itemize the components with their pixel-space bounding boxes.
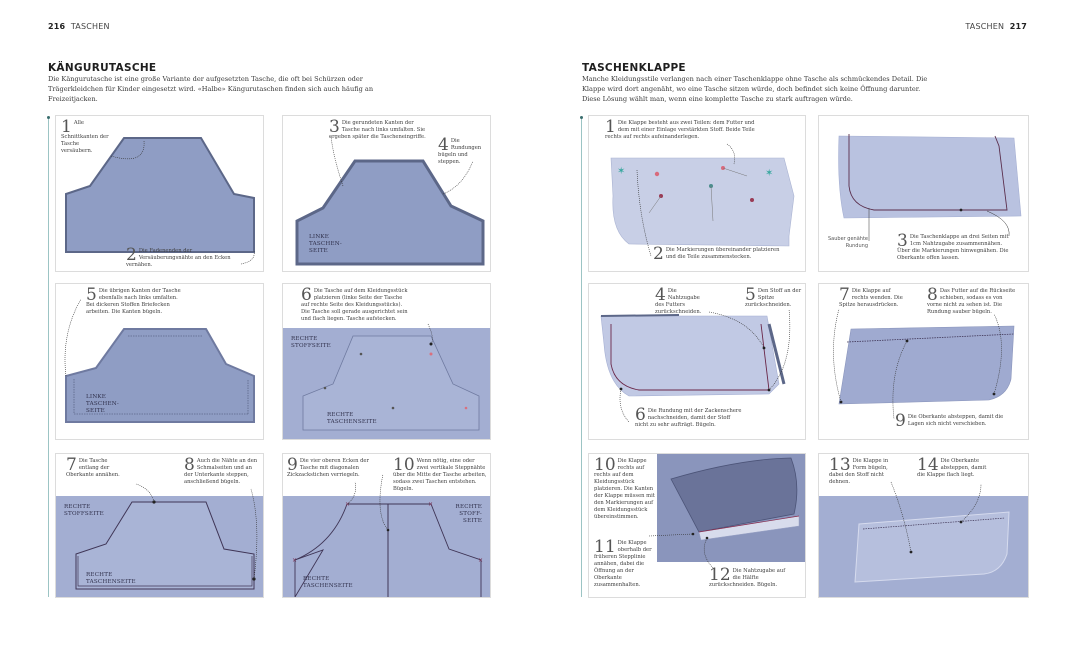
step-caption: 9 Die Oberkante absteppen, damit die Lagen sich nicht verschieben. [895, 411, 1004, 431]
step-caption: 2 Die Fadenenden der Versäuberungsnähte an den Ecken vernähen. [126, 245, 231, 268]
step-panel-4 [282, 283, 491, 440]
svg-text:✶: ✶ [765, 168, 774, 179]
step-caption: 7 Die Klappe auf rechts wenden. Die Spitze herausdrücken. [839, 285, 903, 308]
left-page [0, 0, 537, 648]
page-number: 217 [1009, 22, 1027, 31]
step-caption: 9 Die vier oberen Ecken der Tasche mit diagonalen Zickzackstichen verriegeln. [287, 455, 369, 478]
step-caption: 14 Die Oberkante absteppen, damit die Klappe flach liegt. [917, 455, 987, 478]
step-caption: 8 Auch die Nähte an den Schmalseiten und an der Unterkante steppen, anschließend bügeln. [184, 455, 258, 485]
step-caption: 6 Die Tasche auf dem Kleidungsstück platzieren (linke Seite der Tasche auf rechte Seite des Kleidungsstücks). Die Tasche soll gerade ausgerichtet sein und flach liegen. Tasche aufstecken. [301, 285, 408, 322]
fabric-side-label: LINKE TASCHEN- SEITE [86, 394, 119, 414]
pocket-side-label: RECHTE TASCHENSEITE [327, 412, 377, 425]
section-name: TASCHEN [965, 22, 1005, 31]
accent-dot [47, 116, 50, 119]
pocket-side-label: RECHTE TASCHENSEITE [86, 572, 136, 585]
step-caption: 11 Die Klappe oberhalb der früheren Stepplinie annähen, dabei die Öffnung an der Oberkante zusammenhalten. [594, 537, 652, 588]
step-caption: 5 Den Stoff an der Spitze zurückschneiden. [745, 285, 802, 308]
folio-left [48, 22, 110, 31]
step-panel-5 [55, 453, 264, 598]
fabric-side-label: RECHTE STOFFSEITE [64, 504, 104, 517]
step-panel-r5 [588, 453, 806, 598]
step-panel-r1 [588, 115, 806, 272]
step-caption: 10 Wenn nötig, eine oder zwei vertikale Steppnähte über die Mitte der Tasche arbeiten, sodass zwei Taschen entstehen. Bügeln. [393, 455, 487, 492]
page-number: 216 [48, 22, 66, 31]
step-panel-1 [55, 115, 264, 272]
step-caption: 1 Die Klappe besteht aus zwei Teilen: dem Futter und dem mit einer Einlage verstärkten Stoff. Beide Teile rechts auf rechts aufeinanderlegen. [605, 117, 755, 140]
right-page [538, 0, 1075, 648]
step-panel-r2 [818, 115, 1029, 272]
svg-text:✶: ✶ [617, 166, 626, 177]
section-name: TASCHEN [70, 22, 110, 31]
step-caption: 5 Die übrigen Kanten der Tasche ebenfalls nach links umfalten. Bei dickeren Stoffen Briefecken arbeiten. Die Kanten bügeln. [86, 285, 181, 315]
svg-text:×: × [292, 557, 298, 564]
step-panel-r4 [818, 283, 1029, 440]
step-panel-r6 [818, 453, 1029, 598]
step-caption: 4 Die Nahtzugabe des Futters zurückschneiden. [655, 285, 702, 315]
folio-right [965, 22, 1027, 31]
step-caption: 6 Die Rundung mit der Zackenschere nachschneiden, damit der Stoff nicht zu sehr aufträgt. Bügeln. [635, 405, 742, 428]
accent-line [48, 117, 49, 597]
accent-dot [580, 116, 583, 119]
annotation-note: Sauber genähte Rundung [828, 236, 868, 249]
step-caption: 8 Das Futter auf die Rückseite schieben, sodass es von vorne nicht zu sehen ist. Die Rundung sauber bügeln. [927, 285, 1016, 315]
step-caption: 12 Die Nahtzugabe auf die Hälfte zurückschneiden. Bügeln. [709, 565, 786, 588]
fabric-side-label: RECHTE STOFFSEITE [291, 336, 331, 349]
fabric-side-label: LINKE TASCHEN- SEITE [309, 234, 342, 254]
step-caption: 4 Die Rundungen bügeln und steppen. [438, 135, 482, 165]
step-caption: 7 Die Tasche entlang der Oberkante annähen. [66, 455, 120, 478]
svg-text:×: × [428, 501, 434, 508]
svg-text:×: × [345, 501, 351, 508]
step-panel-2 [282, 115, 491, 272]
step-panel-r3 [588, 283, 806, 440]
section-intro: Die Kängurutasche ist eine große Variante der aufgesetzten Tasche, die oft bei Schürzen oder Trägerkleidchen für Kinder eingesetzt wird. «Halbe» Kängurutaschen finden sich auch häufig an Freizeitjacken. [48, 75, 374, 103]
step-caption: 1 Alle Schnittkanten der Tasche versäubern. [61, 117, 109, 154]
step-caption: 3 Die gerundeten Kanten der Tasche nach links umfalten. Sie ergeben später die Tascheneingriffe. [329, 117, 426, 140]
step-caption: 13 Die Klappe in Form bügeln, dabei den Stoff nicht dehnen. [829, 455, 889, 485]
step-caption: 2 Die Markierungen übereinander platzieren und die Teile zusammenstecken. [653, 244, 780, 264]
step-panel-3 [55, 283, 264, 440]
svg-text:×: × [478, 557, 484, 564]
section-intro: Manche Kleidungsstile verlangen nach einer Taschenklappe ohne Tasche als schmückendes Detail. Die Klappe wird dort angenäht, wo eine Tasche sitzen würde, doch befindet sich keine Öffnung darunter. Diese Lösung wählt man, wenn eine komplette Tasche zu stark auftragen würde. [582, 75, 928, 103]
step-panel-6 [282, 453, 491, 598]
step-caption: 10 Die Klappe rechts auf rechts auf dem Kleidungsstück platzieren. Die Kanten der Klappe müssen mit den Markierungen auf dem Kleidungsstück übereinstimmen. [594, 455, 655, 520]
fabric-side-label: RECHTE STOFF-SEITE [455, 504, 482, 524]
step-caption: 3 Die Taschenklappe an drei Seiten mit 1cm Nahtzugabe zusammennähen. Über die Markierungen hinwegnähen. Die Oberkante offen lassen. [897, 231, 1009, 261]
accent-line [581, 117, 582, 597]
section-title: TASCHENKLAPPE [582, 62, 686, 74]
pocket-side-label: RECHTE TASCHENSEITE [303, 576, 353, 589]
section-title: KÄNGURUTASCHE [48, 62, 157, 74]
